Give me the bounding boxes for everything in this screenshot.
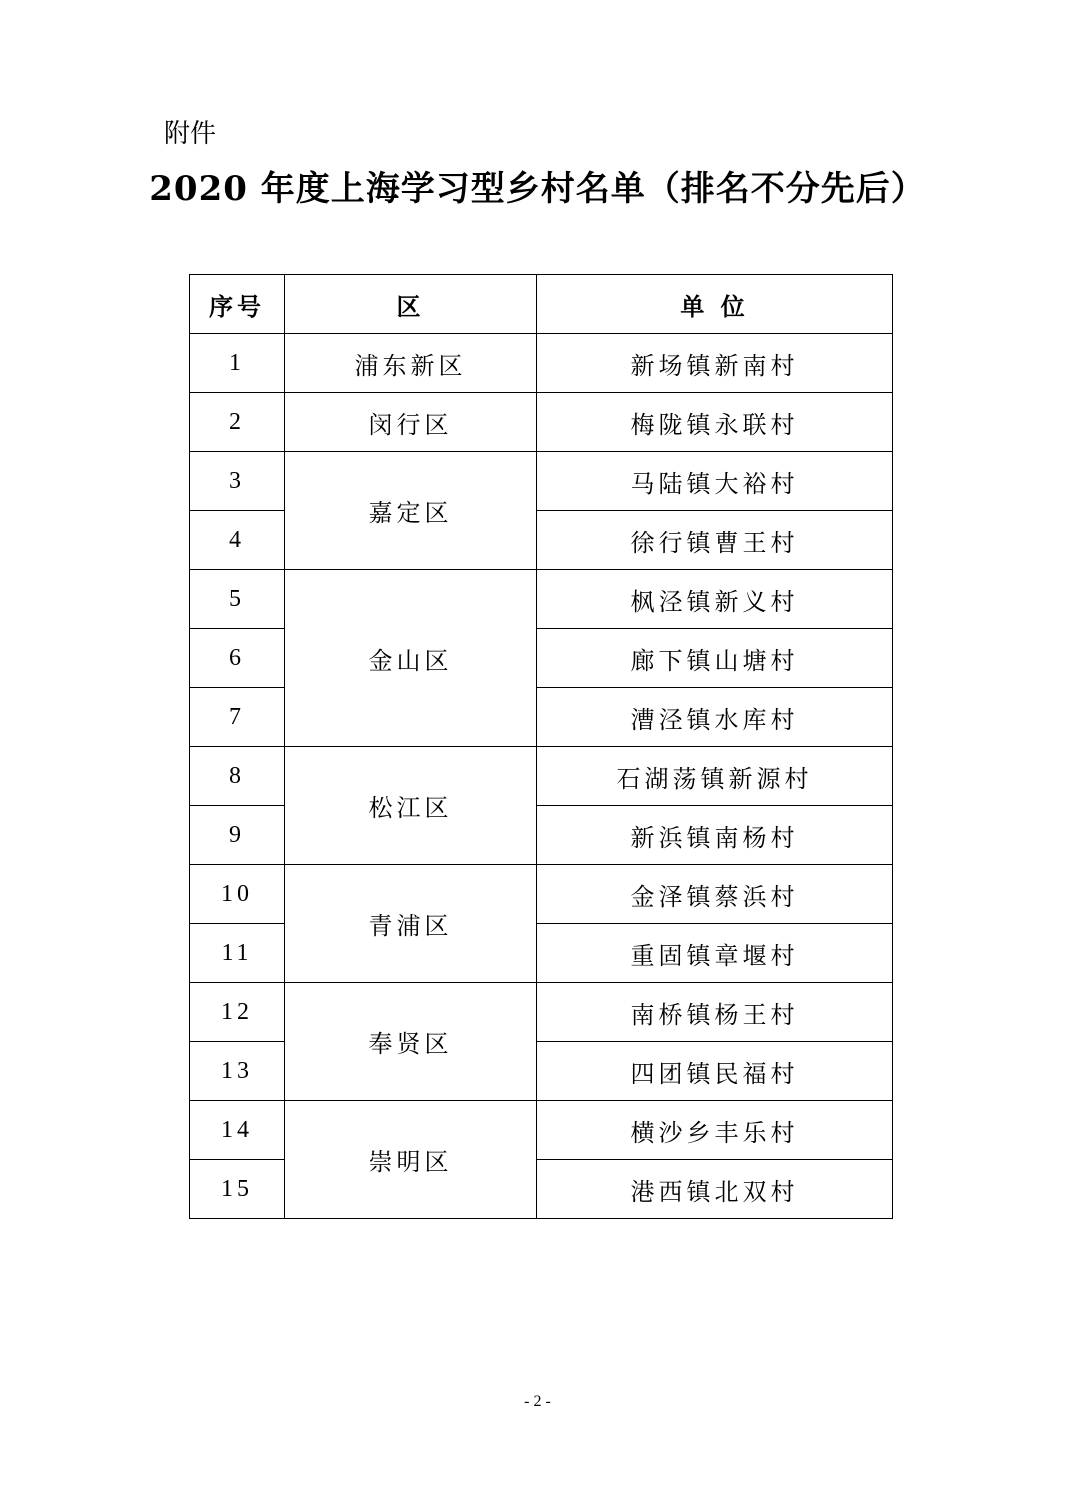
row-seq: 3 (190, 452, 285, 511)
row-seq: 8 (190, 747, 285, 806)
row-seq: 11 (190, 924, 285, 983)
row-seq: 14 (190, 1101, 285, 1160)
row-seq: 12 (190, 983, 285, 1042)
table-row (190, 393, 893, 452)
row-seq: 2 (190, 393, 285, 452)
row-district: 奉贤区 (285, 983, 537, 1101)
table-row (190, 983, 893, 1042)
row-seq: 1 (190, 334, 285, 393)
document-title: 2020 年度上海学习型乡村名单（排名不分先后） (149, 169, 926, 209)
row-unit: 新场镇新南村 (537, 334, 893, 393)
row-seq: 4 (190, 511, 285, 570)
row-district: 闵行区 (285, 393, 537, 452)
row-unit: 枫泾镇新义村 (537, 570, 893, 629)
row-unit: 马陆镇大裕村 (537, 452, 893, 511)
row-district: 浦东新区 (285, 334, 537, 393)
row-seq: 7 (190, 688, 285, 747)
row-unit: 横沙乡丰乐村 (537, 1101, 893, 1160)
row-seq: 9 (190, 806, 285, 865)
row-unit: 廊下镇山塘村 (537, 629, 893, 688)
row-seq: 10 (190, 865, 285, 924)
row-district: 嘉定区 (285, 452, 537, 570)
row-unit: 四团镇民福村 (537, 1042, 893, 1101)
row-unit: 南桥镇杨王村 (537, 983, 893, 1042)
row-unit: 金泽镇蔡浜村 (537, 865, 893, 924)
row-unit: 漕泾镇水库村 (537, 688, 893, 747)
table-row (190, 1101, 893, 1160)
page-number: - 2 - (524, 1393, 551, 1410)
row-seq: 5 (190, 570, 285, 629)
row-district: 青浦区 (285, 865, 537, 983)
attachment-label: 附件 (164, 119, 217, 149)
row-unit: 梅陇镇永联村 (537, 393, 893, 452)
row-district: 松江区 (285, 747, 537, 865)
header-unit: 单 位 (537, 275, 893, 334)
table-row (190, 747, 893, 806)
row-unit: 新浜镇南杨村 (537, 806, 893, 865)
row-unit: 重固镇章堰村 (537, 924, 893, 983)
row-unit: 港西镇北双村 (537, 1160, 893, 1219)
header-district: 区 (285, 275, 537, 334)
village-list-table (189, 274, 893, 1219)
table-row (190, 452, 893, 511)
table-row (190, 570, 893, 629)
row-seq: 13 (190, 1042, 285, 1101)
row-unit: 石湖荡镇新源村 (537, 747, 893, 806)
header-seq: 序号 (190, 275, 285, 334)
table-row (190, 334, 893, 393)
row-unit: 徐行镇曹王村 (537, 511, 893, 570)
row-district: 金山区 (285, 570, 537, 747)
row-district: 崇明区 (285, 1101, 537, 1219)
row-seq: 6 (190, 629, 285, 688)
table-header-row (190, 275, 893, 334)
table-row (190, 865, 893, 924)
row-seq: 15 (190, 1160, 285, 1219)
